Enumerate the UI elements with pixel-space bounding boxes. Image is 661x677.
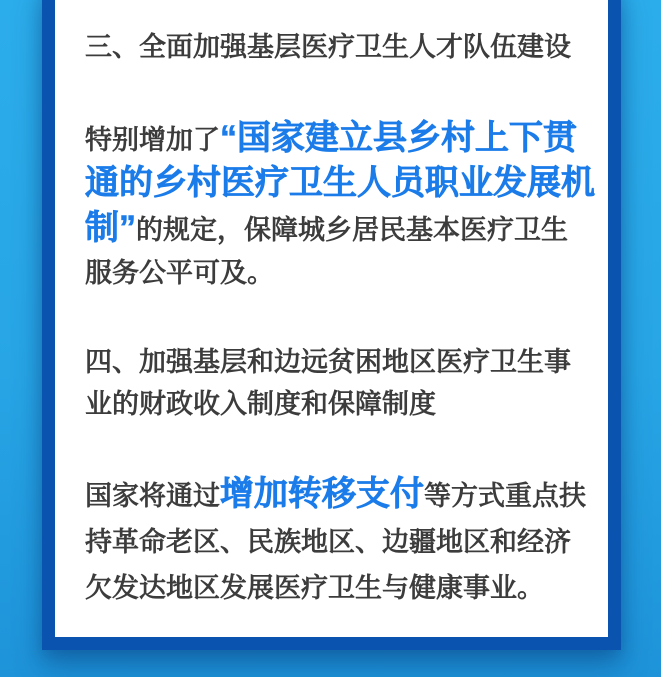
body-text: 国家将通过 <box>85 481 220 511</box>
highlighted-phrase: “国家建立县乡村上下贯 <box>220 119 577 157</box>
text-line <box>85 565 597 611</box>
section-4-heading: 四、加强基层和边远贫困地区医疗卫生事业的财政收入制度和保障制度 <box>85 347 571 419</box>
body-text: 持革命老区、民族地区、边疆地区和经济 <box>85 527 571 557</box>
section-3-paragraph <box>85 117 597 295</box>
body-text: 服务公平可及。 <box>85 258 274 288</box>
text-line <box>85 519 597 565</box>
section-3-heading: 三、全面加强基层医疗卫生人才队伍建设 <box>85 32 571 62</box>
highlighted-phrase: 通的乡村医疗卫生人员职业发展机 <box>85 164 595 202</box>
highlighted-phrase: 增加转移支付 <box>220 475 424 513</box>
body-text: 特别增加了 <box>85 125 220 155</box>
text-line <box>85 117 597 162</box>
section-4-paragraph <box>85 471 597 611</box>
card-content <box>55 0 597 611</box>
text-line <box>85 252 597 295</box>
text-line <box>85 162 597 207</box>
content-card <box>42 0 621 650</box>
body-text: 等方式重点扶 <box>424 481 586 511</box>
body-text: 欠发达地区发展医疗卫生与健康事业。 <box>85 573 544 603</box>
text-line <box>85 207 597 252</box>
body-text: 的规定，保障城乡居民基本医疗卫生 <box>136 215 568 245</box>
text-line <box>85 471 597 519</box>
highlighted-phrase: 制” <box>85 209 136 247</box>
